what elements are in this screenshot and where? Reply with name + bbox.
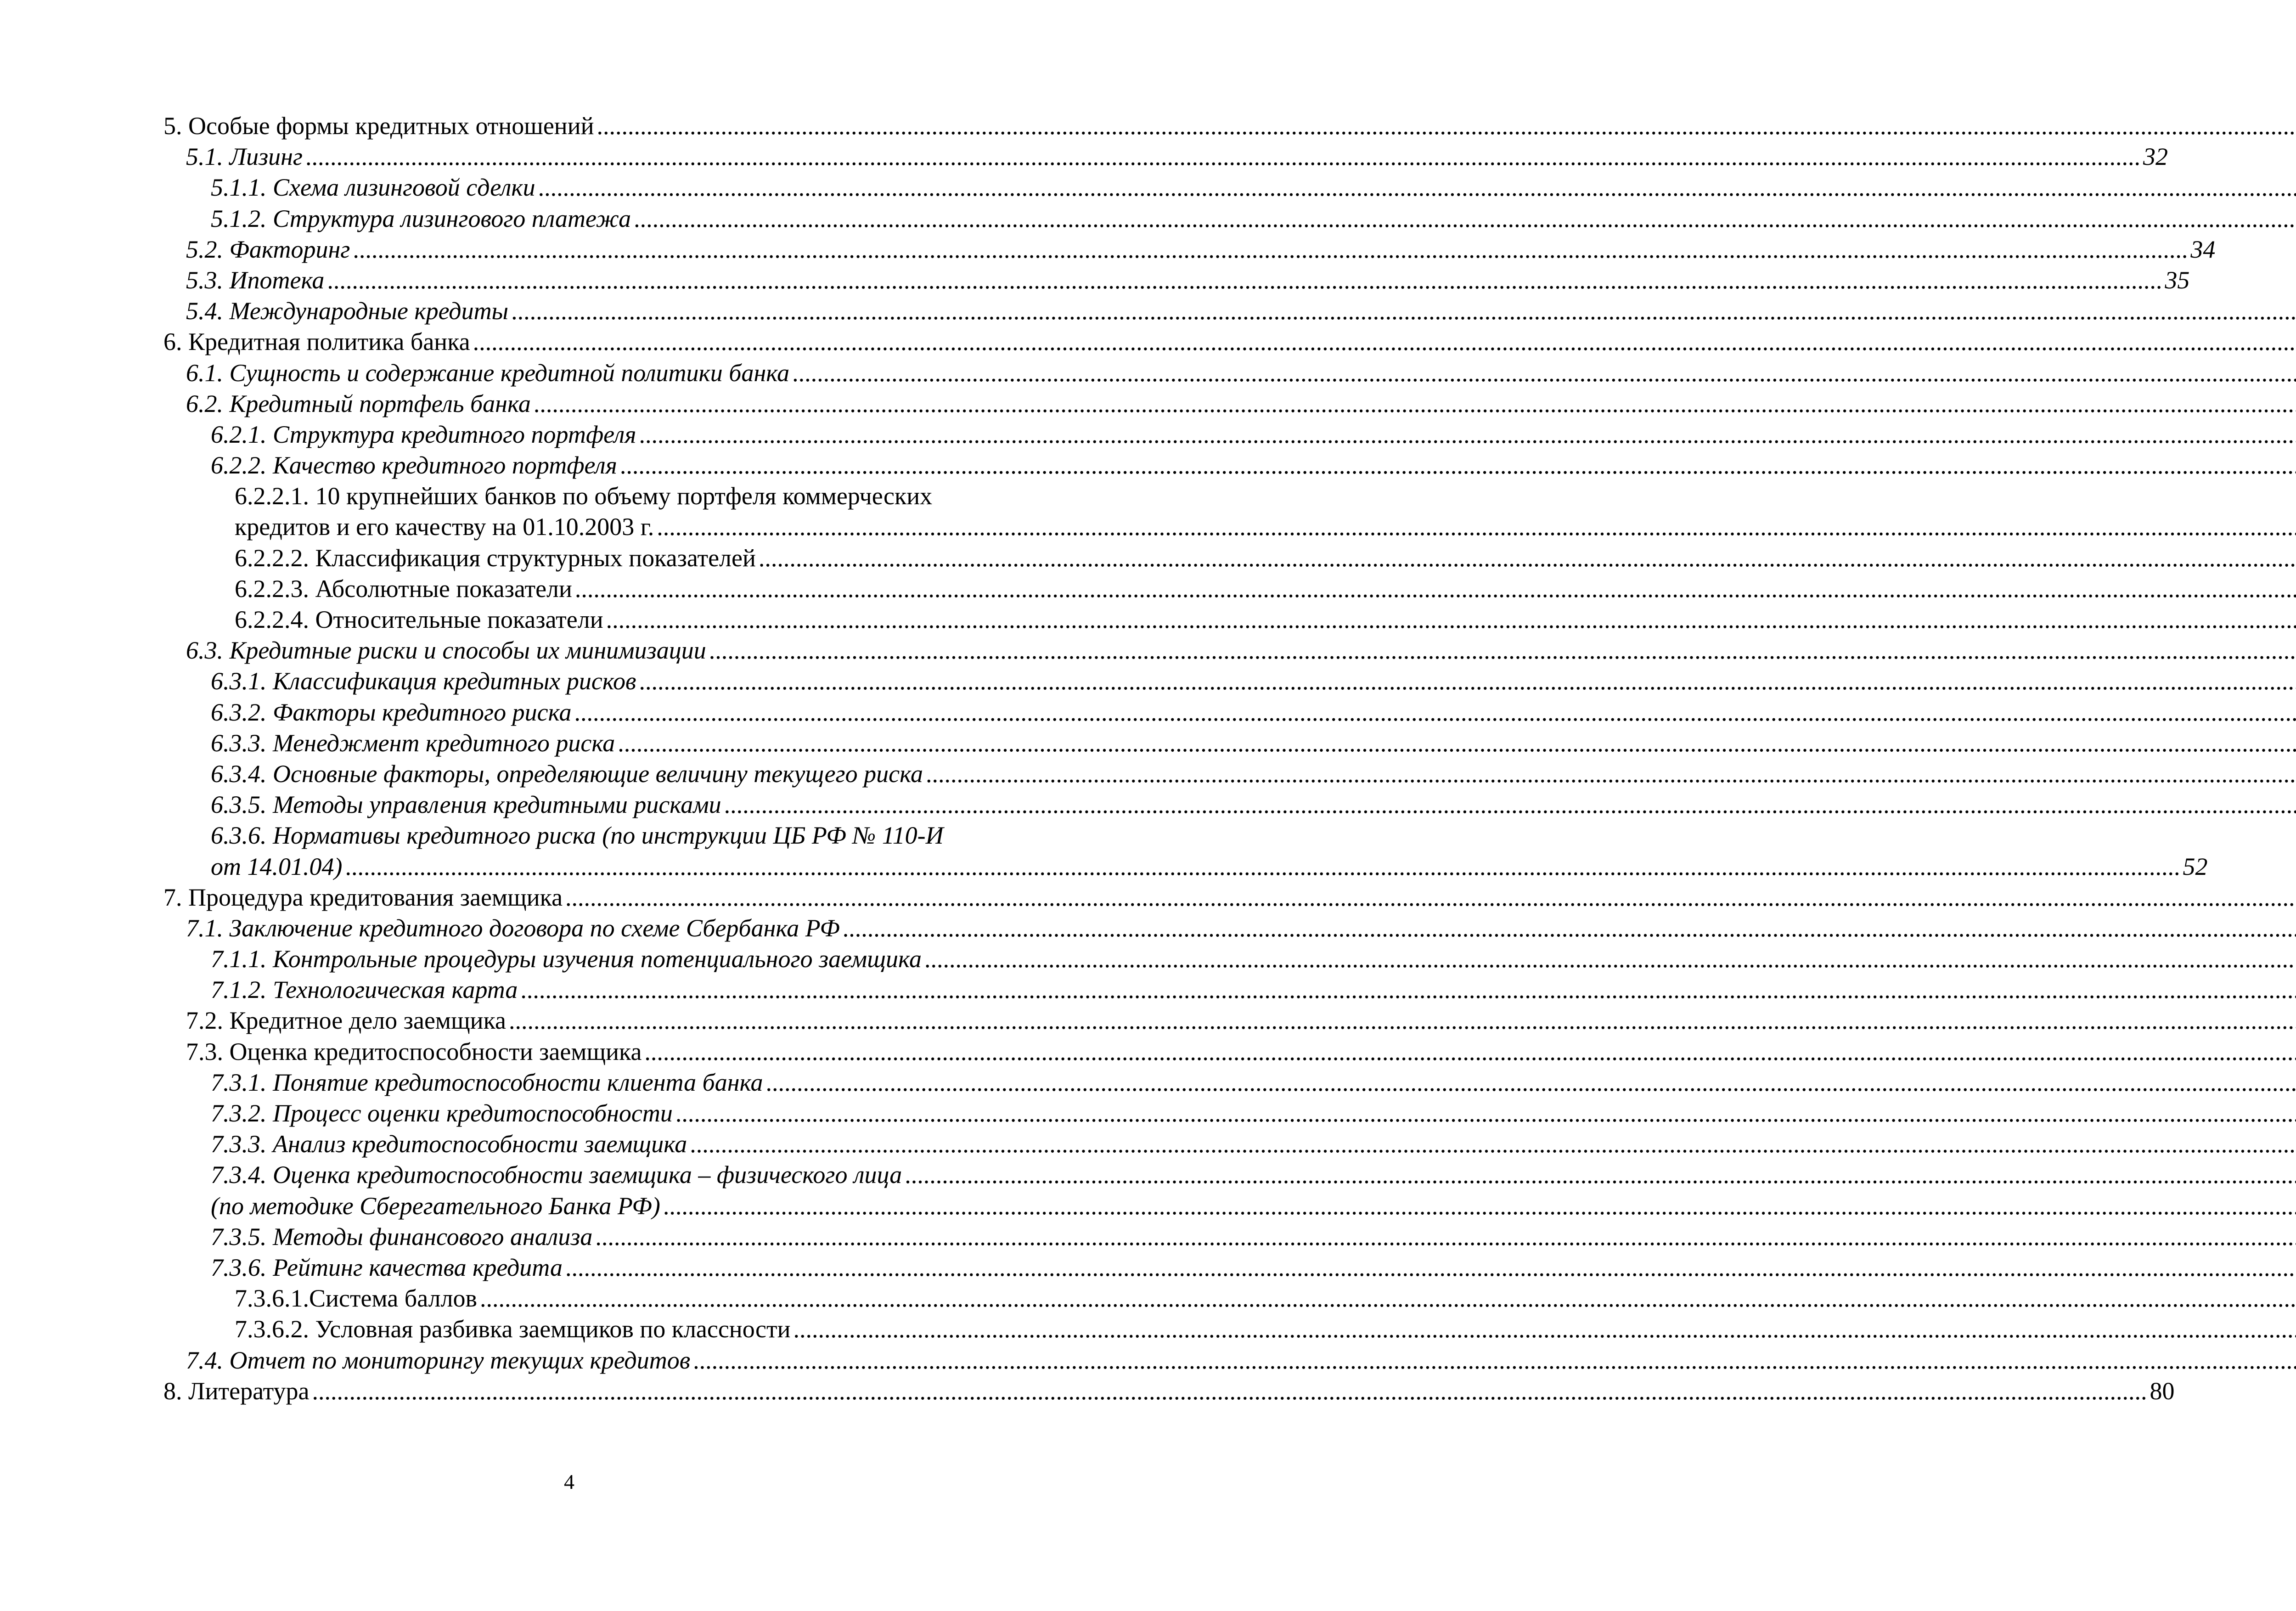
leader-dots [565,1252,2296,1283]
leader-dots [574,697,2296,728]
toc-entry-title: 6.3.4. Основные факторы, определяющие величину текущего риска [211,760,923,788]
leader-dots [620,450,2296,481]
toc-entry-title: 5.1.2. Структура лизингового платежа [211,204,631,232]
toc-entry-title: 7.3. Оценка кредитоспособности заемщика [186,1037,642,1065]
leader-dots [595,1222,2296,1252]
toc-entry-title: 7.3.6.2. Условная разбивка заемщиков по классности [235,1315,791,1343]
toc-entry-first-line: 6.3.6. Нормативы кредитного риска (по инструкции ЦБ РФ № 110-И [211,822,944,850]
leader-dots [480,1283,2296,1314]
toc-entry [163,450,1002,481]
leader-dots [327,265,2162,296]
toc-entry-title: 5.1. Лизинг [186,143,303,171]
leader-dots [792,358,2296,389]
toc-entry [163,543,1002,574]
toc-entry [163,419,1002,450]
leader-dots [473,327,2296,357]
leader-dots [724,789,2296,820]
toc-entry [163,203,1002,234]
toc-entry [163,1345,1002,1376]
leader-dots [606,604,2296,635]
table-of-contents [163,111,2216,1407]
leader-dots [520,974,2296,1005]
leader-dots [353,234,2188,265]
leader-dots [305,141,2140,172]
leader-dots [693,1345,2296,1376]
toc-entry-title: 7.3.4. Оценка кредитоспособности заемщика – физического лица [211,1161,902,1189]
toc-entry [163,666,1002,697]
toc-entry [163,851,2208,882]
toc-entry-title: 7.3.2. Процесс оценки кредитоспособности [211,1099,673,1127]
toc-entry-first-line: 6.2.2.1. 10 крупнейших банков по объему портфеля коммерческих [235,482,933,510]
toc-entry [163,604,1002,635]
toc-entry [163,1160,1002,1190]
leader-dots [597,111,2296,141]
toc-entry [163,1036,1002,1067]
leader-dots [565,882,2296,913]
toc-entry [163,789,1002,820]
leader-dots [511,296,2296,327]
toc-entry-title: 5.2. Факторинг [186,235,350,263]
leader-dots [690,1129,2296,1160]
leader-dots [634,203,2296,234]
leader-dots [345,851,2180,882]
leader-dots [534,389,2296,419]
toc-entry-title: 5.4. Международные кредиты [186,297,509,325]
toc-entry [163,327,1002,357]
leader-dots [926,759,2296,789]
toc-entry [163,1005,1002,1036]
leader-dots [657,512,2296,542]
toc-entry [163,1067,1002,1098]
leader-dots [509,1005,2296,1036]
toc-entry-title: 7.3.6.1.Система баллов [235,1284,478,1312]
toc-entry-title: 6.2. Кредитный портфель банка [186,389,531,417]
toc-entry-title: 8. Литература [163,1377,310,1405]
toc-entry-page: 32 [2143,143,2168,171]
toc-entry-title: кредитов и его качеству на 01.10.2003 г. [235,513,654,541]
leader-dots [766,1067,2296,1098]
toc-entry-title: 6.3.2. Факторы кредитного риска [211,698,572,726]
toc-entry-title: 7.1.2. Технологическая карта [211,976,518,1004]
toc-entry-title: 7.4. Отчет по мониторингу текущих кредитов [186,1346,691,1374]
leader-dots [618,728,2296,759]
toc-entry-title: 7.3.5. Методы финансового анализа [211,1222,593,1250]
toc-entry-title: 7. Процедура кредитования заемщика [163,883,563,911]
leader-dots [905,1160,2296,1190]
toc-entry-title: 6.3. Кредитные риски и способы их минимизации [186,637,706,665]
toc-entry-title: 7.3.6. Рейтинг качества кредита [211,1253,563,1281]
leader-dots [924,944,2296,974]
page-number: 4 [564,1470,574,1493]
toc-entry [163,1314,1002,1345]
toc-entry [163,172,1002,203]
toc-entry [163,1129,1002,1160]
toc-entry-title: (по методике Сберегательного Банка РФ) [211,1192,660,1220]
toc-entry [163,141,2168,172]
leader-dots [793,1314,2296,1345]
toc-entry [163,111,1002,141]
toc-entry [163,974,1002,1005]
toc-entry-title: 6.2.2.2. Классификация структурных показателей [235,544,756,572]
leader-dots [312,1376,2147,1407]
toc-entry-title: от 14.01.04) [211,852,343,880]
toc-entry-title: 6.3.5. Методы управления кредитными рисками [211,791,721,819]
leader-dots [639,419,2296,450]
toc-entry-page: 80 [2150,1377,2175,1405]
toc-entry [163,265,2190,296]
toc-entry-title: 7.1.1. Контрольные процедуры изучения потенциального заемщика [211,945,922,973]
toc-entry-title: 7.1. Заключение кредитного договора по схеме Сбербанка РФ [186,914,840,942]
toc-entry-page: 52 [2183,852,2208,880]
leader-dots [575,574,2296,604]
toc-entry [163,1191,1002,1222]
leader-dots [709,635,2296,666]
toc-entry [163,913,1002,944]
toc-entry-title: 6. Кредитная политика банка [163,328,470,356]
toc-entry [163,1252,1002,1283]
toc-entry [163,728,1002,759]
toc-entry [163,574,1002,604]
toc-entry-title: 7.3.1. Понятие кредитоспособности клиента банка [211,1068,763,1096]
toc-entry [163,944,1002,974]
toc-entry-title: 5.3. Ипотека [186,266,325,294]
toc-entry [163,389,1002,419]
toc-entry-title: 6.2.2.4. Относительные показатели [235,606,603,633]
toc-entry [163,512,1002,542]
toc-entry-title: 6.3.1. Классификация кредитных рисков [211,667,636,695]
toc-entry [163,1222,1002,1252]
leader-dots [663,1191,2296,1222]
toc-entry [163,1283,1002,1314]
toc-entry [163,1098,1002,1129]
toc-entry [163,358,1002,389]
toc-entry-page: 35 [2165,266,2190,294]
toc-entry [163,882,1002,913]
toc-entry-title: 6.3.3. Менеджмент кредитного риска [211,729,615,757]
toc-entry-title: 5. Особые формы кредитных отношений [163,112,594,140]
toc-entry-title: 7.2. Кредитное дело заемщика [186,1007,506,1035]
toc-entry-title: 5.1.1. Схема лизинговой сделки [211,174,535,202]
toc-entry-page: 34 [2190,235,2216,263]
toc-entry [163,234,2216,265]
toc-entry [163,697,1002,728]
toc-entry-title: 6.1. Сущность и содержание кредитной политики банка [186,359,790,387]
toc-entry-title: 6.2.2. Качество кредитного портфеля [211,451,617,479]
toc-entry [163,1376,2175,1407]
leader-dots [675,1098,2296,1129]
toc-entry [163,635,1002,666]
toc-entry [163,759,1002,789]
leader-dots [644,1036,2296,1067]
leader-dots [538,172,2296,203]
leader-dots [759,543,2296,574]
toc-entry-title: 6.2.1. Структура кредитного портфеля [211,420,636,448]
leader-dots [639,666,2296,697]
toc-entry-title: 6.2.2.3. Абсолютные показатели [235,575,572,603]
toc-entry [163,296,1002,327]
toc-entry-title: 7.3.3. Анализ кредитоспособности заемщика [211,1130,687,1158]
leader-dots [843,913,2296,944]
